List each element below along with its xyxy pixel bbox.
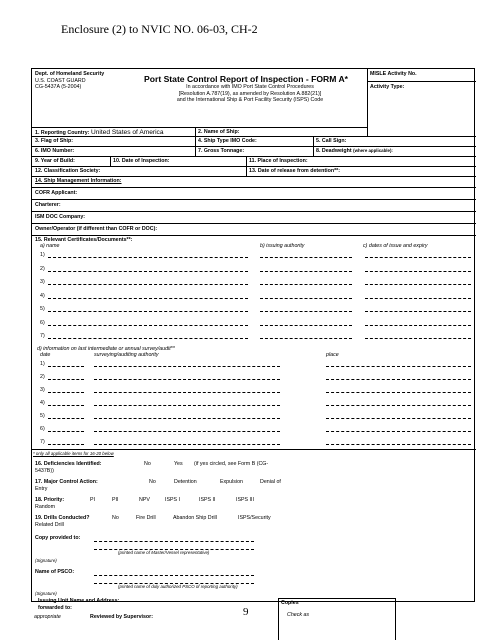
agency-block [35, 71, 104, 91]
cert-name-line[interactable] [48, 338, 248, 339]
reviewed-by: Reviewed by Supervisor: [90, 614, 153, 620]
ship-mgmt-heading: 14. Ship Management Information: [35, 178, 122, 184]
copy-name-line[interactable] [94, 541, 254, 542]
cert-row-number: 7) [40, 333, 45, 339]
cert-row-number: 5) [40, 306, 45, 312]
drills-isps[interactable]: ISPS/Security [238, 515, 271, 521]
drills-label: 19. Drills Conducted? [35, 515, 90, 521]
psco-label: Name of PSCO: [35, 569, 75, 575]
survey-date-line[interactable] [48, 431, 84, 432]
cert-dates-line[interactable] [365, 311, 471, 312]
priority-isps1[interactable]: ISPS I [165, 497, 181, 503]
drills-related: Related Drill [35, 522, 64, 528]
cert-row-number: 6) [40, 319, 45, 326]
certs-col-name: a) name [40, 243, 60, 249]
subtitle-line: and the International Ship & Port Facility Security (ISPS) Code [176, 97, 324, 104]
control-detention[interactable]: Detention [174, 479, 197, 485]
agency-line: Dept. of Homeland Security [35, 71, 105, 77]
cert-row-number: 2) [40, 265, 45, 272]
survey-col-date: date [40, 352, 51, 358]
ship-type-field[interactable]: 4. Ship Type IMO Code: [198, 138, 257, 144]
activity-type: Activity Type: [370, 84, 405, 90]
deficiencies-no[interactable]: No [144, 461, 151, 467]
drills-abandon[interactable]: Abandon Ship Drill [173, 515, 217, 521]
survey-authority-line[interactable] [94, 418, 280, 419]
ship-name-field[interactable]: 2. Name of Ship: [198, 129, 240, 135]
agency-line: CG-5437A (5-2004) [35, 84, 82, 91]
issuing-line-1: Issuing Unit Name and Address: [38, 598, 120, 604]
survey-row-number: 1) [40, 361, 45, 367]
form-subtitle [145, 84, 355, 104]
deadweight-note: (where applicable): [353, 148, 393, 153]
deadweight-label: 8. Deadweight [316, 148, 352, 154]
survey-row-number: 3) [40, 387, 45, 393]
psc-form-a [31, 68, 475, 602]
cert-authority-line[interactable] [260, 284, 352, 285]
survey-row-number: 2) [40, 374, 45, 380]
subtitle-line: [Resolution A.787(19), as amended by Resolution A.882(21)] [178, 90, 322, 97]
priority-pi[interactable]: PI [90, 497, 96, 503]
cert-dates-line[interactable] [365, 298, 471, 299]
survey-place-line[interactable] [326, 392, 471, 393]
copy-note: (printed name of Master/Vessel representative) [118, 550, 210, 555]
cert-name-line[interactable] [48, 311, 248, 312]
certs-col-authority: b) issuing authority [260, 243, 305, 249]
survey-place-line[interactable] [326, 366, 471, 367]
survey-date-line[interactable] [48, 418, 84, 419]
cofr-applicant-field[interactable]: COFR Applicant: [35, 190, 78, 196]
survey-date-line[interactable] [48, 392, 84, 393]
cert-row-number: 3) [40, 279, 45, 285]
survey-authority-line[interactable] [94, 431, 280, 432]
gross-tonnage-field[interactable]: 7. Gross Tonnage: [198, 148, 245, 154]
subtitle-line: In accordance with IMO Port State Control Procedures [186, 84, 314, 90]
cert-name-line[interactable] [48, 271, 248, 272]
copy-provided-label: Copy provided to: [35, 535, 81, 541]
owner-operator-field[interactable]: Owner/Operator (if different than COFR or DOC): [35, 226, 158, 232]
priority-isps2[interactable]: ISPS II [199, 497, 216, 503]
deficiencies-note: (if yes circled, see Form B (CG- [194, 461, 269, 467]
cert-name-line[interactable] [48, 257, 248, 258]
survey-heading: d) information on last intermediate or annual survey/audit** [37, 346, 175, 352]
issuing-unit-label [38, 598, 119, 611]
priority-random[interactable]: Random [35, 504, 56, 510]
survey-row-number: 6) [40, 426, 45, 432]
cert-row-number: 1) [40, 252, 45, 258]
charterer-field[interactable]: Charterer: [35, 202, 61, 208]
deficiencies-yes[interactable]: Yes [174, 461, 183, 467]
cert-dates-line[interactable] [365, 325, 471, 326]
survey-authority-line[interactable] [94, 405, 280, 406]
survey-authority-line[interactable] [94, 444, 280, 445]
cert-authority-line[interactable] [260, 338, 352, 339]
control-expulsion[interactable]: Expulsion [220, 479, 243, 485]
survey-date-line[interactable] [48, 379, 84, 380]
flag-field[interactable]: 3. Flag of Ship: [35, 138, 73, 144]
form-title: Port State Control Report of Inspection - FORM A* [144, 74, 349, 84]
page-number: 9 [243, 606, 249, 618]
class-society-field[interactable]: 12. Classification Society: [35, 168, 101, 174]
psco-note: (printed name of duly authorized PSCO of reporting authority) [118, 584, 238, 589]
copies-label: Copies [281, 600, 299, 606]
drills-fire[interactable]: Fire Drill [136, 515, 156, 521]
check-as: Check as [287, 612, 310, 618]
control-denial[interactable]: Denial of [260, 479, 281, 485]
certs-heading: 15. Relevant Certificates/Documents**: [35, 237, 133, 243]
survey-row-number: 5) [40, 413, 45, 419]
psco-name-line[interactable] [94, 575, 254, 576]
deficiencies-note-cont: 5437B)) [35, 468, 54, 474]
survey-authority-line[interactable] [94, 366, 280, 367]
date-release-field[interactable]: 13. Date of release from detention**: [249, 168, 340, 174]
survey-date-line[interactable] [48, 405, 84, 406]
major-control-label: 17. Major Control Action: [35, 479, 98, 485]
copies-box [278, 598, 396, 640]
issuing-appropriate: appropriate [34, 614, 61, 620]
agency-line: U.S. COAST GUARD [35, 77, 86, 84]
imo-number-field[interactable]: 6. IMO Number: [35, 148, 75, 154]
priority-label: 18. Priority: [35, 497, 65, 503]
deficiencies-label: 16. Deficiencies Identified: [35, 461, 102, 467]
copy-signature: (Signature) [35, 558, 57, 563]
cert-authority-line[interactable] [260, 325, 352, 326]
cert-name-line[interactable] [48, 325, 248, 326]
cert-authority-line[interactable] [260, 257, 352, 258]
priority-pii[interactable]: PII [112, 497, 119, 503]
certs-footnote: * only all applicable items for 16-20 below [33, 451, 114, 456]
priority-npv[interactable]: NPV [139, 497, 150, 503]
survey-place-line[interactable] [326, 431, 471, 432]
psco-signature: (Signature) [35, 591, 57, 596]
reporting-country-label: 1. Reporting Country: [35, 130, 90, 136]
cert-dates-line[interactable] [365, 257, 471, 258]
survey-row-number: 7) [40, 439, 45, 445]
survey-date-line[interactable] [48, 444, 84, 445]
survey-row-number: 4) [40, 400, 45, 406]
cert-authority-line[interactable] [260, 311, 352, 312]
survey-date-line[interactable] [48, 366, 84, 367]
reporting-country-value: United States of America [90, 129, 164, 136]
issuing-line-2: forwarded to: [38, 604, 72, 611]
survey-place-line[interactable] [326, 379, 471, 380]
date-inspection-field[interactable]: 10. Date of Inspection: [113, 158, 170, 164]
cert-authority-line[interactable] [260, 271, 352, 272]
ism-doc-field[interactable]: ISM DOC Company: [35, 214, 86, 220]
survey-authority-line[interactable] [94, 392, 280, 393]
deadweight-field[interactable] [316, 148, 393, 155]
cert-dates-line[interactable] [365, 271, 471, 272]
cert-dates-line[interactable] [365, 338, 471, 339]
call-sign-field[interactable]: 5. Call Sign: [316, 138, 347, 144]
place-inspection-field[interactable]: 11. Place of Inspection: [249, 158, 308, 164]
priority-isps3[interactable]: ISPS III [236, 497, 254, 503]
survey-place-line[interactable] [326, 405, 471, 406]
year-build-field[interactable]: 9. Year of Build: [35, 158, 75, 164]
control-entry: Entry [35, 486, 48, 492]
survey-place-line[interactable] [326, 444, 471, 445]
certs-col-dates: c) dates of issue and expiry [363, 243, 428, 249]
cert-row-number: 4) [40, 292, 45, 299]
survey-place-line[interactable] [326, 418, 471, 419]
control-no[interactable]: No [149, 479, 156, 485]
cert-name-line[interactable] [48, 298, 248, 299]
cert-dates-line[interactable] [365, 284, 471, 285]
survey-col-authority: surveying/auditing authority [94, 352, 159, 358]
cert-name-line[interactable] [48, 284, 248, 285]
cert-authority-line[interactable] [260, 298, 352, 299]
survey-col-place: place [326, 352, 339, 358]
drills-no[interactable]: No [112, 515, 119, 521]
survey-authority-line[interactable] [94, 379, 280, 380]
misle-activity-no: MISLE Activity No. [370, 71, 417, 77]
enclosure-header: Enclosure (2) to NVIC NO. 06-03, CH-2 [61, 22, 258, 36]
